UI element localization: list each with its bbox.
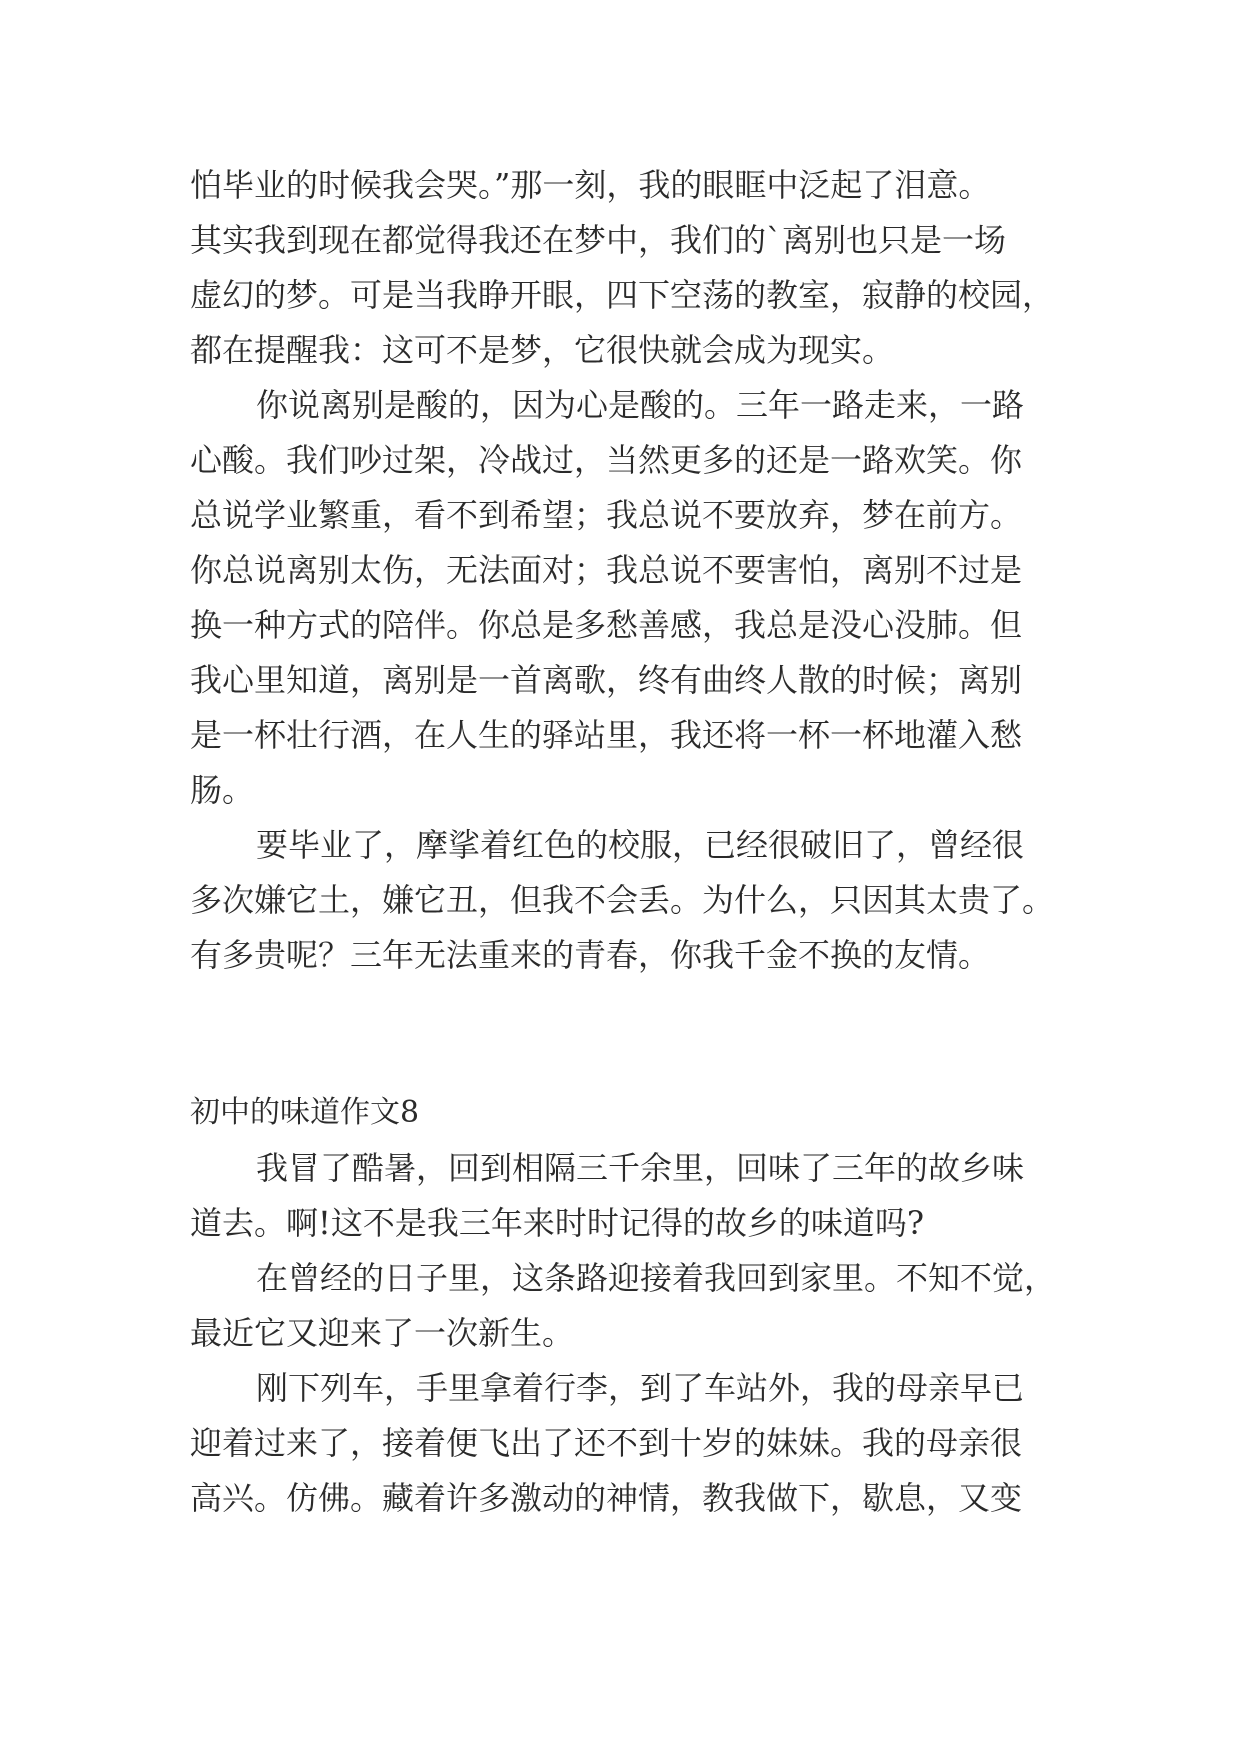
text-line: 最近它又迎来了一次新生。: [190, 1314, 575, 1352]
text-line: 多次嫌它土，嫌它丑，但我不会丢。为什么，只因其太贵了。: [190, 881, 1055, 919]
text-line: 道去。啊!这不是我三年来时时记得的故乡的味道吗?: [190, 1204, 925, 1242]
text-line: 你说离别是酸的，因为心是酸的。三年一路走来，一路: [256, 386, 1025, 424]
text-line: 都在提醒我：这可不是梦，它很快就会成为现实。: [190, 331, 895, 369]
text-line: 虚幻的梦。可是当我睁开眼，四下空荡的教室，寂静的校园，: [190, 276, 1055, 314]
text-line: 总说学业繁重，看不到希望；我总说不要放弃，梦在前方。: [190, 496, 1023, 534]
text-line: 怕毕业的时候我会哭。”那一刻，我的眼眶中泛起了泪意。: [190, 166, 991, 204]
text-line: 有多贵呢？三年无法重来的青春，你我千金不换的友情。: [190, 936, 991, 974]
text-line: 我心里知道，离别是一首离歌，终有曲终人散的时候；离别: [190, 661, 1023, 699]
text-line: 换一种方式的陪伴。你总是多愁善感，我总是没心没肺。但: [190, 606, 1023, 644]
text-line: 我冒了酷暑，回到相隔三千余里，回味了三年的故乡味: [256, 1149, 1025, 1187]
text-line: 你总说离别太伤，无法面对；我总说不要害怕，离别不过是: [190, 551, 1023, 589]
text-line: 其实我到现在都觉得我还在梦中，我们的`离别也只是一场: [190, 221, 1007, 259]
text-line: 高兴。仿佛。藏着许多激动的神情，教我做下，歇息，又变: [190, 1479, 1023, 1517]
text-line: 在曾经的日子里，这条路迎接着我回到家里。不知不觉，: [256, 1259, 1057, 1297]
text-line: 刚下列车，手里拿着行李，到了车站外，我的母亲早已: [256, 1369, 1025, 1407]
text-line: 迎着过来了，接着便飞出了还不到十岁的妹妹。我的母亲很: [190, 1424, 1023, 1462]
text-line: 心酸。我们吵过架，冷战过，当然更多的还是一路欢笑。你: [190, 441, 1023, 479]
text-line: 肠。: [190, 771, 255, 809]
section-heading: 初中的味道作文8: [190, 1095, 420, 1130]
text-line: 是一杯壮行酒，在人生的驿站里，我还将一杯一杯地灌入愁: [190, 716, 1023, 754]
text-line: 要毕业了，摩挲着红色的校服，已经很破旧了，曾经很: [256, 826, 1025, 864]
